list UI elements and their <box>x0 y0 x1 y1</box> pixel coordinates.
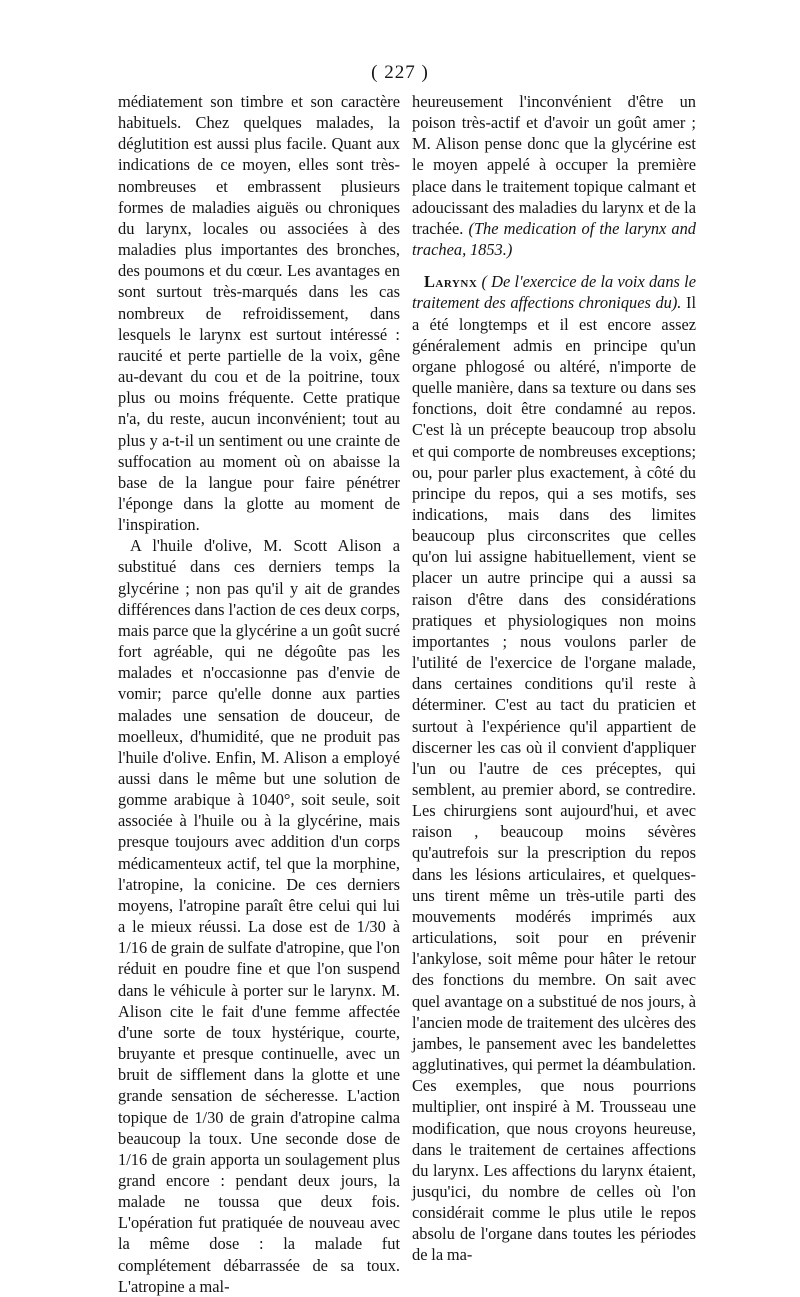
left-paragraph-2: A l'huile d'olive, M. Scott Alison a substitué dans ces derniers temps la glycérine ; non pas qu'il y ait de grandes différences dans l'action de ces deux corps, mais parce que la glycérine a un goût sucré fort agréable, qui ne dégoûte pas les malades et n'occasionne pas d'envie de vomir; parce qu'elle donne aux parties malades une sensation de douceur, de moelleux, d'humidité, que ne produit pas l'huile d'olive. Enfin, M. Alison a employé aussi dans le même but une solution de gomme arabique à 1040°, soit seule, soit associée à l'huile ou à la glycérine, mais presque toujours avec addition d'un corps médicamenteux actif, tel que la morphine, l'atropine, la conicine. De ces derniers moyens, l'atropine paraît être celui qui lui a le mieux réussi. La dose est de 1/30 à 1/16 de grain de sulfate d'atropine, que l'on réduit en poudre fine et que l'on suspend dans le véhicule à porter sur le larynx. M. Alison cite le fait d'une femme affectée d'une sorte de toux hystérique, courte, bruyante et presque continuelle, avec un bruit de sifflement dans la glotte et une grande sensation de sécheresse. L'action topique de 1/30 de grain d'atropine calma beaucoup la toux. Une seconde dose de 1/16 de grain apporta un soulagement plus grand encore : pendant deux jours, la malade ne toussa que deux fois. L'opération fut pratiquée de nouveau avec la même dose : la malade fut complétement débarrassée de sa toux. L'atropine a mal- <box>118 536 400 1296</box>
right-paragraph-1-text: heureusement l'inconvénient d'être un poison très-actif et d'avoir un goût amer ; M. Alison pense donc que la glycérine est le moyen appelé à occuper la première place dans le traitement topique calmant et adoucissant des maladies du larynx et de la trachée. <box>412 92 696 238</box>
left-paragraph-1: médiatement son timbre et son caractère habituels. Chez quelques malades, la déglutition est aussi plus facile. Quant aux indications de ce moyen, elles sont très-nombreuses et embrassent plusieurs formes de maladies aiguës ou chroniques du larynx, locales ou associées à des maladies plus importantes des bronches, des poumons et du cœur. Les avantages en sont surtout très-marqués dans les cas nombreux de refroidissement, dans lesquels le larynx est surtout intéressé : raucité et perte partielle de la voix, gêne au-devant du cou et de la poitrine, toux plus ou moins fréquente. Cette pratique n'a, du reste, aucun inconvénient; tout au plus y a-t-il un sentiment ou une crainte de suffocation au moment où on abaisse la base de la langue pour faire pénétrer l'éponge dans la glotte au moment de l'inspiration. <box>118 92 400 535</box>
citation: (The medication of the larynx and trachea, 1853.) <box>412 218 696 260</box>
right-paragraph-2-text: Il a été longtemps et il est encore assez généralement admis en principe qu'un organe phlogosé ou altéré, n'importe de quelle manière, dans sa texture ou dans ses fonctions, doit être condamné au repos. C'est là un précepte beaucoup trop absolu et qui comporte de nombreuses exceptions; ou, pour parler plus exactement, à côté du principe du repos, qui a ses motifs, ses indications, mais dans des limites beaucoup plus circonscrites que celles qu'on lui assigne habituellement, vient se placer un autre principe qui a aussi sa raison d'être dans des considérations pratiques et physiologiques non moins importantes ; nous voulons parler de l'utilité de l'exercice de l'organe malade, dans certaines conditions qu'il reste à déterminer. C'est au tact du praticien et surtout à l'expérience qu'il appartient de discerner les cas où il convient d'appliquer l'un ou l'autre de ces préceptes, qui semblent, au premier abord, se contredire. Les chirurgiens sont aujourd'hui, et avec raison , beaucoup moins sévères qu'autrefois sur la prescription du repos dans les lésions articulaires, et quelques-uns tirent même un très-utile parti des mouvements modérés imprimés aux articulations, soit pour en prévenir l'ankylose, soit même pour hâter le retour des fonctions du membre. On sait avec quel avantage on a substitué de nos jours, à l'ancien mode de traitement des ulcères des jambes, le pansement avec les bandelettes agglutinatives, qui permet la déambulation. Ces exemples, que nous pourrions multiplier, ont inspiré à M. Trousseau une modification, que nous croyons heureuse, dans le traitement de certaines affections du larynx. Les affections du larynx étaient, jusqu'ici, du nombre de celles où l'on considérait comme le plus utile le repos absolu de l'organe dans toutes les périodes de la ma- <box>412 293 696 1265</box>
entry-heading-note: ( De l'exercice de la voix dans le traitement des affections chroniques du). <box>412 272 696 313</box>
left-column <box>118 91 400 1297</box>
right-paragraph-1 <box>412 91 696 260</box>
entry-heading: Larynx <box>424 272 478 292</box>
page-number: ( 227 ) <box>371 62 429 83</box>
right-column <box>412 91 696 1266</box>
right-paragraph-2 <box>412 271 696 1265</box>
